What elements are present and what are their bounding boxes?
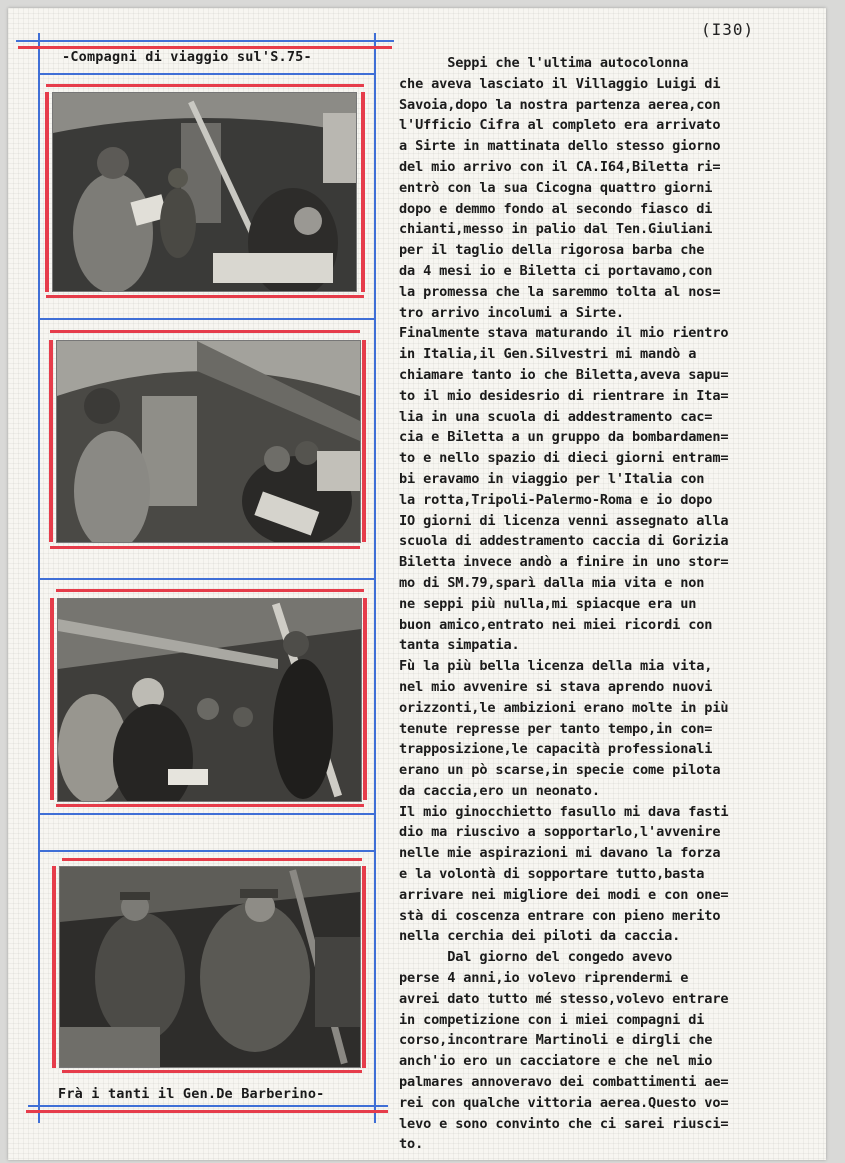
- body-line: nella cerchia dei piloti da caccia.: [399, 928, 681, 945]
- body-line: perse 4 anni,io volevo riprendermi e: [399, 970, 689, 987]
- body-line: ne seppi più nulla,mi spiacque era un: [399, 595, 697, 612]
- red-side: [363, 598, 367, 800]
- body-line: tanta simpatia.: [399, 637, 520, 654]
- body-line: chianti,messo in palio dal Ten.Giuliani: [399, 221, 713, 238]
- body-line: l'Ufficio Cifra al completo era arrivato: [399, 117, 721, 134]
- body-line: levo e sono convinto che ci sarei riusci=: [399, 1115, 729, 1132]
- body-line: da caccia,ero un neonato.: [399, 782, 600, 799]
- page-number: (I30): [701, 20, 755, 39]
- red-side: [362, 866, 366, 1068]
- body-line: che aveva lasciato il Villaggio Luigi di: [399, 75, 721, 92]
- body-line: palmares annoveravo dei combattimenti ae=: [399, 1074, 729, 1091]
- red-side: [52, 866, 56, 1068]
- body-line: tro arrivo incolumi a Sirte.: [399, 304, 624, 321]
- red-side: [45, 92, 49, 292]
- body-line: nel mio avvenire si stava aprendo nuovi: [399, 678, 713, 695]
- red-rule: [62, 858, 362, 861]
- body-line: a Sirte in mattinata dello stesso giorno: [399, 138, 721, 155]
- red-side: [50, 598, 54, 800]
- blue-rule: [38, 813, 376, 815]
- body-line: lia in una scuola di addestramento cac=: [399, 408, 713, 425]
- red-side: [49, 340, 53, 542]
- body-line: da 4 mesi io e Biletta ci portavamo,con: [399, 262, 713, 279]
- body-line: nelle mie aspirazioni mi davano la forza: [399, 845, 721, 862]
- red-rule: [56, 589, 364, 592]
- red-side: [361, 92, 365, 292]
- blue-rule: [38, 73, 376, 75]
- body-line: to.: [399, 1136, 424, 1153]
- blue-rule: [16, 40, 394, 42]
- body-line: orizzonti,le ambizioni erano molte in più: [399, 699, 729, 716]
- cabin-passengers-reading-photo: [52, 92, 357, 292]
- blue-rule: [38, 850, 376, 852]
- body-line: mo di SM.79,sparì dalla mia vita e non: [399, 574, 705, 591]
- red-side: [362, 340, 366, 542]
- body-line: anch'io ero un cacciatore e che nel mio: [399, 1053, 713, 1070]
- caption-top: -Compagni di viaggio sul'S.75-: [62, 49, 312, 65]
- body-line: Seppi che l'ultima autocolonna: [399, 55, 689, 71]
- typewritten-body: [399, 53, 824, 1155]
- body-line: per il taglio della rigorosa barba che: [399, 242, 705, 259]
- body-line: in competizione con i miei compagni di: [399, 1011, 705, 1028]
- body-line: chiamare tanto io che Biletta,aveva sapu=: [399, 366, 729, 383]
- body-line: to e nello spazio di dieci giorni entram=: [399, 450, 729, 467]
- body-line: rei con qualche vittoria aerea.Questo vo=: [399, 1094, 729, 1111]
- body-line: corso,incontrare Martinoli e dirgli che: [399, 1032, 713, 1049]
- body-line: buon amico,entrato nei miei ricordi con: [399, 616, 713, 633]
- body-line: IO giorni di licenza venni assegnato alla: [399, 512, 729, 529]
- body-line: Biletta invece andò a finire in uno stor=: [399, 554, 729, 571]
- cabin-aisle-photo: [56, 340, 361, 543]
- red-rule: [26, 1110, 388, 1113]
- body-line: la promessa che la saremmo tolta al nos=: [399, 283, 721, 300]
- red-rule: [62, 1070, 362, 1073]
- body-line: arrivare nei migliore dei modi e con one=: [399, 886, 729, 903]
- red-rule: [50, 546, 360, 549]
- body-line: in Italia,il Gen.Silvestri mi mandò a: [399, 346, 697, 363]
- body-line: entrò con la sua Cicogna quattro giorni: [399, 179, 713, 196]
- body-line: scuola di addestramento caccia di Gorizia: [399, 533, 729, 550]
- blue-rule: [38, 578, 376, 580]
- body-line: stà di coscenza entrare con pieno merito: [399, 907, 721, 924]
- body-line: dio ma riuscivo a sopportarlo,l'avvenire: [399, 824, 721, 841]
- red-rule: [46, 295, 364, 298]
- body-line: avrei dato tutto mé stesso,volevo entrare: [399, 990, 729, 1007]
- body-line: Savoia,dopo la nostra partenza aerea,con: [399, 96, 721, 113]
- body-line: Dal giorno del congedo avevo: [399, 949, 673, 966]
- red-rule: [56, 804, 364, 807]
- red-rule: [46, 84, 364, 87]
- body-line: trapposizione,le capacità professionali: [399, 741, 713, 758]
- body-line: la rotta,Tripoli-Palermo-Roma e io dopo: [399, 491, 713, 508]
- body-line: dopo e demmo fondo al secondo fiasco di: [399, 200, 713, 217]
- body-line: del mio arrivo con il CA.I64,Biletta ri=: [399, 158, 721, 175]
- body-line: erano un pò scarse,in specie come pilota: [399, 762, 721, 779]
- body-line: Il mio ginocchietto fasullo mi dava fasti: [399, 803, 729, 820]
- body-line: to il mio desidesrio di rientrare in Ita=: [399, 387, 729, 404]
- caption-bottom: Frà i tanti il Gen.De Barberino-: [58, 1086, 325, 1102]
- seated-officers-photo: [57, 598, 362, 802]
- blue-rule: [38, 318, 376, 320]
- body-line: e la volontà di sopportare tutto,basta: [399, 866, 705, 883]
- body-line: bi eravamo in viaggio per l'Italia con: [399, 470, 705, 487]
- body-line: Fù la più bella licenza della mia vita,: [399, 658, 713, 675]
- red-rule: [50, 330, 360, 333]
- body-line: tenute represse per tanto tempo,in con=: [399, 720, 713, 737]
- body-line: Finalmente stava maturando il mio rientro: [399, 325, 729, 342]
- general-in-cabin-photo: [59, 866, 361, 1068]
- body-line: cia e Biletta a un gruppo da bombardamen=: [399, 429, 729, 446]
- blue-rule: [28, 1105, 388, 1107]
